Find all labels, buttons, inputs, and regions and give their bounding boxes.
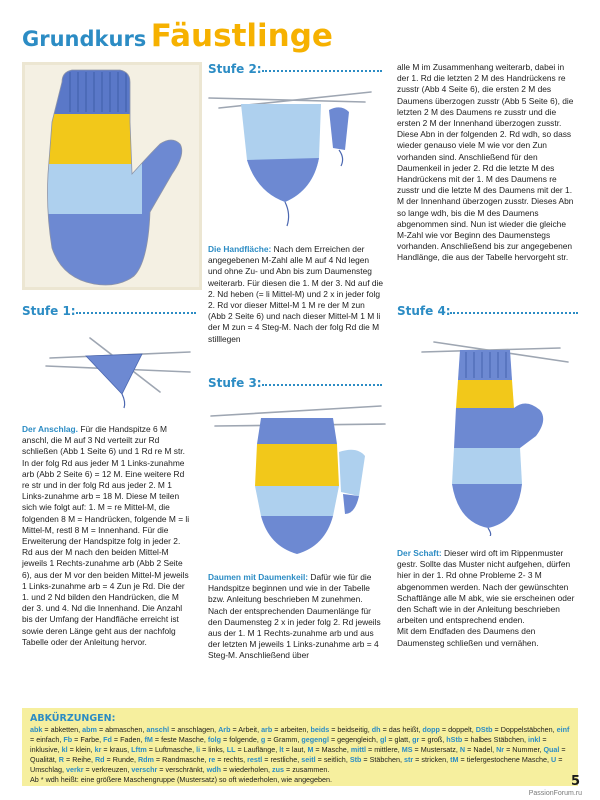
abbreviation-meaning: Arbeit bbox=[238, 725, 258, 734]
abbreviation-term: Lftm bbox=[131, 745, 147, 754]
abbreviation-meaning: anschlagen bbox=[177, 725, 215, 734]
abbreviation-entry: Arb = Arbeit, bbox=[218, 725, 262, 734]
abbreviation-entry: Rd = Runde, bbox=[94, 755, 138, 764]
abbreviation-term: mittl bbox=[350, 745, 366, 754]
abbreviation-meaning: verschränkt bbox=[165, 765, 203, 774]
abbreviation-term: Stb bbox=[349, 755, 362, 764]
abbreviation-entry: LL = Lauflänge, bbox=[226, 745, 280, 754]
abbreviation-entry: seitl = seitlich, bbox=[301, 755, 350, 764]
stufe-4-divider bbox=[450, 312, 578, 314]
abbreviation-term: gr bbox=[412, 735, 420, 744]
abbreviation-entry: arb = arbeiten, bbox=[261, 725, 311, 734]
abbreviation-entry: wdh = wiederholen, bbox=[206, 765, 273, 774]
abbreviation-term: beids bbox=[310, 725, 330, 734]
abbreviation-meaning: tiefergestochene Masche bbox=[466, 755, 548, 764]
abbreviation-entry: Lftm = Luftmasche, bbox=[131, 745, 197, 754]
abbreviation-meaning: seitlich bbox=[323, 755, 346, 764]
abbreviation-term: restl bbox=[247, 755, 263, 764]
abbreviation-meaning: beidseitig bbox=[337, 725, 368, 734]
abbreviation-entry: dh = das heißt, bbox=[371, 725, 423, 734]
abbreviation-entry: DStb = Doppelstäbchen, bbox=[475, 725, 557, 734]
abbreviation-term: verkr bbox=[65, 765, 84, 774]
abbreviation-entry: Fb = Farbe, bbox=[63, 735, 104, 744]
schaft-text: Dieser wird oft im Rippenmuster gestr. Sollte das Muster nicht aufgehen, dürfen hier in der 1. Rd ohne Probleme 2- 3 M abgenommen werden. Nach der gewünschten Schaftlänge alle M abk, wie sie erscheinen oder den Schaft wie in der Anleitung beschrieben arbeiten und entsprechend enden. bbox=[397, 548, 575, 626]
abbreviation-term: li bbox=[196, 745, 201, 754]
abbreviation-term: str bbox=[403, 755, 414, 764]
abbreviation-meaning: doppelt bbox=[448, 725, 472, 734]
abbreviation-term: folg bbox=[207, 735, 222, 744]
abbreviation-term: R bbox=[58, 755, 64, 764]
abbreviation-meaning: groß bbox=[427, 735, 443, 744]
stufe-2-heading: Stufe 2: bbox=[208, 62, 262, 76]
anschlag-text: Für die Handspitze 6 M anschl, die M auf 3 Nd verteilt zur Rd schließen (Abb 1 Seite 6) und 1 Rd re M str. In der folg Rd aus jeder M 1 Links-zunahme arb (Abb 2 Seite 6) = 12 M. Eine weitere Rd re str und in der folg Rd aus jeder 2. M 1 Links-zunahme arb = 18 M. Diese M teilen sich wie folgt auf: 1. M = re Mittel-M, die folgenden 8 M = Handrücken, folgende M = li Mittel-M, restl 8 M = Innenhand. Für die Erweiterung der Handspitze folg in jeder 2. Rd aus der M nach den beiden Mittel-M jeweils 1 Rechts-zunahme arb (Abb 2 Seite 6), aus der M vor den beiden Mittel-M jeweils 1 Links-zunahme arb = 4 Zun je Rd. Die der 1. und 2 Nd bilden den Handrücken, die M der 3. und 4. Nd die Innenhand. Die Anzahl bis der Umfang der Handfläche erreicht ist sowie deren Länge geht aus der nachfolg Tabelle oder der Anleitung hervor. bbox=[22, 424, 190, 647]
abbreviation-meaning: verkreuzen bbox=[91, 765, 128, 774]
abbreviation-meaning: rechts bbox=[223, 755, 244, 764]
abbreviation-entry: g = Gramm, bbox=[260, 735, 302, 744]
abbreviation-term: Rdm bbox=[137, 755, 154, 764]
abbreviation-entry: MS = Mustersatz, bbox=[401, 745, 460, 754]
abbreviation-term: abk bbox=[30, 725, 43, 734]
abbreviation-meaning: laut bbox=[291, 745, 304, 754]
schaft-text-2: Mit dem Endfaden des Daumens den Daumensteg schließen und vernähen. bbox=[397, 626, 539, 648]
anschlag-heading: Der Anschlag. bbox=[22, 424, 79, 434]
abbreviation-entry: folg = folgende, bbox=[207, 735, 261, 744]
abbreviation-meaning: Nadel bbox=[473, 745, 493, 754]
source-watermark: PassionForum.ru bbox=[528, 790, 582, 797]
abbreviation-meaning: Runde bbox=[112, 755, 134, 764]
abbreviation-term: dopp bbox=[422, 725, 440, 734]
abbreviation-term: wdh bbox=[206, 765, 222, 774]
abbreviation-meaning: arbeiten bbox=[280, 725, 307, 734]
abbreviation-meaning: Faden bbox=[120, 735, 141, 744]
abbreviation-meaning: Luftmasche bbox=[154, 745, 193, 754]
abbreviation-meaning: Gramm bbox=[273, 735, 298, 744]
abbreviation-meaning: kraus bbox=[109, 745, 128, 754]
abbreviation-term: dh bbox=[371, 725, 381, 734]
abbreviation-entry: Rdm = Randmasche, bbox=[137, 755, 209, 764]
abbreviation-entry: inkl = inklusive, bbox=[30, 735, 547, 754]
abbreviation-entry: lt = laut, bbox=[279, 745, 308, 754]
abbreviation-entry: hStb = halbes Stäbchen, bbox=[446, 735, 529, 744]
anschlag-paragraph bbox=[22, 424, 192, 648]
abbreviation-meaning: zusammen bbox=[292, 765, 328, 774]
abbreviation-entry: str = stricken, bbox=[403, 755, 451, 764]
abbreviation-entry: zus = zusammen. bbox=[272, 765, 330, 774]
abbreviations-title: ABKÜRZUNGEN: bbox=[30, 713, 116, 724]
abbreviation-meaning: halbes Stäbchen bbox=[470, 735, 525, 744]
abbreviations-box bbox=[22, 708, 578, 786]
page-number: 5 bbox=[570, 774, 580, 789]
stufe-1-divider bbox=[76, 312, 196, 314]
abbreviation-meaning: das heißt bbox=[388, 725, 419, 734]
abbreviation-term: g bbox=[260, 735, 266, 744]
abbreviation-term: anschl bbox=[146, 725, 170, 734]
abbreviation-entry: Fd = Faden, bbox=[103, 735, 145, 744]
abbreviation-term: hStb bbox=[446, 735, 463, 744]
abbreviation-meaning: restliche bbox=[270, 755, 298, 764]
abbreviation-term: MS bbox=[401, 745, 413, 754]
abbreviation-entry: li = links, bbox=[196, 745, 227, 754]
abbreviation-term: kr bbox=[94, 745, 102, 754]
abbreviation-entry: tM = tiefergestochene Masche, bbox=[450, 755, 552, 764]
stufe-1-heading: Stufe 1: bbox=[22, 304, 76, 318]
abbreviation-term: DStb bbox=[475, 725, 493, 734]
abbreviation-term: Fd bbox=[103, 735, 112, 744]
abbreviation-meaning: links bbox=[208, 745, 223, 754]
stufe-3-heading: Stufe 3: bbox=[208, 376, 262, 390]
abbreviation-entry: Qual = Qualität, bbox=[30, 745, 566, 764]
abbreviation-meaning: Nummer bbox=[512, 745, 540, 754]
stufe-2-divider bbox=[262, 70, 382, 72]
abbreviation-entry: Stb = Stäbchen, bbox=[349, 755, 404, 764]
finished-mitten-photo bbox=[22, 62, 202, 290]
abbreviation-entry: N = Nadel, bbox=[459, 745, 497, 754]
abbreviation-term: Rd bbox=[94, 755, 105, 764]
stufe-3-divider bbox=[262, 384, 382, 386]
abbreviation-term: Qual bbox=[543, 745, 560, 754]
abbreviation-meaning: stricken bbox=[421, 755, 447, 764]
schaft-heading: Der Schaft: bbox=[397, 548, 442, 558]
abbreviations-list bbox=[30, 725, 570, 775]
stufe-3-photo bbox=[205, 396, 390, 564]
abbreviation-entry: gr = groß, bbox=[412, 735, 447, 744]
abbreviation-term: M bbox=[307, 745, 314, 754]
handflaeche-heading: Die Handfläche: bbox=[208, 244, 272, 254]
abbreviation-term: N bbox=[459, 745, 466, 754]
abbreviation-meaning: inklusive bbox=[30, 745, 58, 754]
abbreviation-term: einf bbox=[556, 725, 570, 734]
abbreviation-meaning: Umschlag bbox=[30, 765, 62, 774]
abbreviation-term: Arb bbox=[218, 725, 231, 734]
abbreviation-entry: abm = abmaschen, bbox=[82, 725, 147, 734]
abbreviation-meaning: einfach bbox=[36, 735, 60, 744]
abbreviation-meaning: Stäbchen bbox=[369, 755, 400, 764]
abbreviation-term: gegengl bbox=[301, 735, 329, 744]
abbreviation-entry: einf = einfach, bbox=[30, 725, 570, 744]
abbreviation-term: abm bbox=[82, 725, 97, 734]
abbreviation-entry: dopp = doppelt, bbox=[422, 725, 476, 734]
abbreviation-meaning: Qualität bbox=[30, 755, 55, 764]
abbreviation-meaning: wiederholen bbox=[229, 765, 269, 774]
abbreviation-meaning: Mustersatz bbox=[420, 745, 456, 754]
abbreviation-term: tM bbox=[450, 755, 459, 764]
abbreviation-entry: Nr = Nummer, bbox=[496, 745, 544, 754]
fortsetzung-text: alle M im Zusammenhang weiterarb, dabei in der 1. Rd die letzten 2 M des Handrückens re zusstr (Abb 4 Seite 6), die ersten 2 M des Daumens überzogen zusstr (Abb 5 Seite 6), die letzten 2 M des Daumens re zusstr und die ersten 2 M der Innenhand überzogen zusstr. Diese Abn in der folgenden 2. Rd wdh, so dass wieder genauso viele M wie vor den Zun vorhanden sind. Anschließend für den Daumenkeil in jeder 2. Rd die letzte M des Handrückens mit der 1. M des Daumens re zusstr und die letzte M des Daumens mit der 1. M der Innenhand überzogen zusstr. Dieses Abn so lange wdh, bis die M des Daumens abgenommen sind. Nun ist wieder die gleiche M-Zahl wie vor Beginn des Daumenstegs vorhanden. Anschließend bis zur angegebenen Handlänge, die aus der Tabelle hervorgeht str. bbox=[397, 62, 574, 263]
abbreviation-meaning: mittlere bbox=[374, 745, 398, 754]
abbreviation-term: gl bbox=[379, 735, 387, 744]
handflaeche-text: Nach dem Erreichen der angegebenen M-Zahl alle M auf 4 Nd legen und ohne Zu- und Abn bis zum Daumensteg weiterarb. Für diesen die 1. M der 3. Nd auf die 2. Nd heben (= li Mittel-M) und 2 x in jeder folg 2. Rd vor dieser Mittel-M 1 M re der M zun (Abb 2 Seite 6) und nach dieser Mittel-M 1 M li der M zun = 4 Steg-M. Nach der folg Rd die M stilllegen bbox=[208, 244, 384, 344]
abbreviation-term: seitl bbox=[301, 755, 316, 764]
stufe-4-photo bbox=[400, 324, 580, 536]
abbreviation-meaning: gegengleich bbox=[337, 735, 376, 744]
abbreviation-term: lt bbox=[279, 745, 284, 754]
abbreviation-term: kl bbox=[61, 745, 68, 754]
abbreviation-term: Nr bbox=[496, 745, 505, 754]
abbreviation-term: fM bbox=[144, 735, 153, 744]
abbreviation-meaning: glatt bbox=[394, 735, 409, 744]
abbreviation-meaning: Farbe bbox=[80, 735, 100, 744]
abbreviations-footnote: Ab * wdh heißt: eine größere Maschengruppe (Mustersatz) so oft wiederholen, wie angegeben. bbox=[30, 775, 333, 784]
abbreviation-entry: verkr = verkreuzen, bbox=[65, 765, 132, 774]
abbreviation-entry: kl = klein, bbox=[61, 745, 95, 754]
abbreviation-entry: re = rechts, bbox=[208, 755, 248, 764]
abbreviation-term: inkl bbox=[528, 735, 541, 744]
abbreviation-meaning: Masche bbox=[321, 745, 347, 754]
title-grundkurs: Grundkurs bbox=[22, 27, 147, 51]
daumen-paragraph bbox=[208, 572, 384, 662]
abbreviation-meaning: Reihe bbox=[72, 755, 91, 764]
abbreviation-meaning: Randmasche bbox=[162, 755, 205, 764]
abbreviation-entry: abk = abketten, bbox=[30, 725, 83, 734]
abbreviation-term: LL bbox=[226, 745, 236, 754]
abbreviation-meaning: klein bbox=[75, 745, 91, 754]
abbreviation-meaning: Lauflänge bbox=[243, 745, 276, 754]
abbreviation-entry: R = Reihe, bbox=[58, 755, 95, 764]
abbreviation-term: U bbox=[551, 755, 557, 764]
title-faeustlinge: Fäustlinge bbox=[150, 18, 333, 54]
abbreviation-term: arb bbox=[261, 725, 273, 734]
abbreviation-term: re bbox=[208, 755, 216, 764]
abbreviation-entry: restl = restliche, bbox=[247, 755, 302, 764]
abbreviation-term: Fb bbox=[63, 735, 73, 744]
abbreviation-entry: verschr = verschränkt, bbox=[131, 765, 207, 774]
abbreviation-entry: beids = beidseitig, bbox=[310, 725, 372, 734]
abbreviation-entry: mittl = mittlere, bbox=[350, 745, 402, 754]
abbreviation-meaning: Doppelstäbchen bbox=[500, 725, 553, 734]
stufe-1-photo bbox=[40, 330, 200, 410]
abbreviation-entry: fM = feste Masche, bbox=[144, 735, 208, 744]
abbreviation-entry: gegengl = gegengleich, bbox=[301, 735, 380, 744]
abbreviation-entry: U = Umschlag, bbox=[30, 755, 563, 774]
fortsetzung-paragraph bbox=[397, 62, 575, 264]
daumen-text: Dafür wie für die Handspitze beginnen und wie in der Tabelle bzw. Anleitung beschrieben M zunehmen. Nach der entsprechenden Daumenlänge für den Daumensteg 2 x in jeder folg 2. Rd jeweils aus der 1. M 1 Rechts-zunahme arb und aus der letzten M jeweils 1 Links-zunahme arb = 4 Steg-M. Anschließend über bbox=[208, 572, 381, 661]
abbreviation-term: verschr bbox=[131, 765, 158, 774]
abbreviation-entry: gl = glatt, bbox=[379, 735, 413, 744]
handflaeche-paragraph bbox=[208, 244, 384, 345]
daumen-heading: Daumen mit Daumenkeil: bbox=[208, 572, 309, 582]
abbreviation-entry: kr = kraus, bbox=[94, 745, 132, 754]
schaft-paragraph bbox=[397, 548, 577, 649]
stufe-2-photo bbox=[205, 80, 385, 230]
abbreviation-entry: anschl = anschlagen, bbox=[146, 725, 219, 734]
abbreviation-term: zus bbox=[272, 765, 284, 774]
abbreviation-meaning: abketten bbox=[50, 725, 79, 734]
abbreviation-meaning: abmaschen bbox=[105, 725, 143, 734]
page-title bbox=[22, 18, 333, 58]
abbreviation-entry: M = Masche, bbox=[307, 745, 351, 754]
stufe-4-heading: Stufe 4: bbox=[397, 304, 451, 318]
abbreviation-meaning: folgende bbox=[229, 735, 257, 744]
abbreviation-meaning: feste Masche bbox=[161, 735, 204, 744]
